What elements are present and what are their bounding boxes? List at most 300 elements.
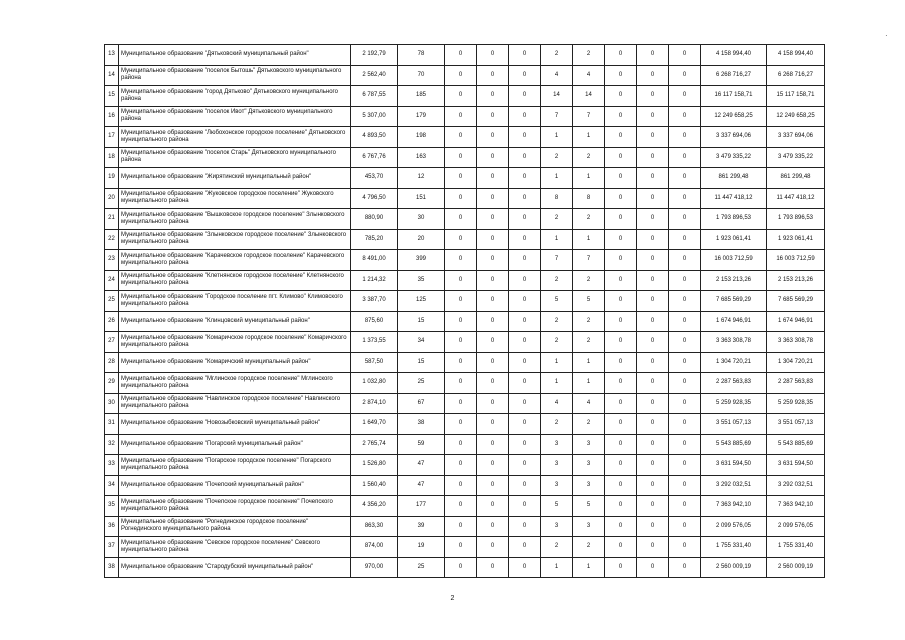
cell-c7: 0	[637, 455, 669, 476]
cell-c5: 4	[573, 65, 605, 86]
cell-name: Муниципальное образование "Рогнединское городское поселение" Рогнединского муниципального района	[119, 516, 351, 537]
cell-c4: 3	[541, 455, 573, 476]
cell-pop: 35	[398, 270, 445, 291]
table-row	[105, 352, 825, 373]
cell-sum1: 2 560 009,19	[701, 557, 767, 578]
cell-sum1: 3 479 335,22	[701, 147, 767, 168]
cell-c6: 0	[605, 352, 637, 373]
cell-pop: 19	[398, 537, 445, 558]
cell-c8: 0	[669, 147, 701, 168]
cell-c5: 2	[573, 414, 605, 435]
cell-c1: 0	[445, 229, 477, 250]
cell-c7: 0	[637, 434, 669, 455]
cell-sum1: 3 551 057,13	[701, 414, 767, 435]
cell-c1: 0	[445, 86, 477, 107]
cell-sum2: 1 304 720,21	[767, 352, 825, 373]
cell-c1: 0	[445, 209, 477, 230]
cell-c7: 0	[637, 127, 669, 148]
cell-c4: 7	[541, 250, 573, 271]
cell-c2: 0	[477, 291, 509, 312]
cell-c5: 1	[573, 557, 605, 578]
cell-name: Муниципальное образование "Навлинское городское поселение" Навлинского муниципального района	[119, 393, 351, 414]
cell-c5: 2	[573, 332, 605, 353]
cell-c5: 4	[573, 393, 605, 414]
cell-n: 20	[105, 188, 119, 209]
cell-c4: 1	[541, 557, 573, 578]
cell-c7: 0	[637, 209, 669, 230]
cell-pop: 15	[398, 352, 445, 373]
cell-sum2: 1 793 896,53	[767, 209, 825, 230]
cell-c3: 0	[509, 352, 541, 373]
cell-pop: 67	[398, 393, 445, 414]
cell-sum2: 5 543 885,69	[767, 434, 825, 455]
cell-pop: 38	[398, 414, 445, 435]
cell-c5: 3	[573, 516, 605, 537]
table-row	[105, 65, 825, 86]
cell-c4: 3	[541, 516, 573, 537]
cell-sum2: 5 259 928,35	[767, 393, 825, 414]
cell-pop: 15	[398, 311, 445, 332]
cell-c1: 0	[445, 332, 477, 353]
table-row	[105, 373, 825, 394]
cell-name: Муниципальное образование "Почепское городское поселение" Почепского муниципального района	[119, 496, 351, 517]
cell-pop: 59	[398, 434, 445, 455]
cell-c7: 0	[637, 168, 669, 189]
cell-c7: 0	[637, 188, 669, 209]
cell-c3: 0	[509, 65, 541, 86]
table-row	[105, 291, 825, 312]
table-row	[105, 270, 825, 291]
cell-area: 8 491,00	[351, 250, 398, 271]
cell-sum2: 7 363 942,10	[767, 496, 825, 517]
cell-sum2: 1 923 061,41	[767, 229, 825, 250]
cell-name: Муниципальное образование "Вышковское городское поселение" Злынковского муниципального района	[119, 209, 351, 230]
cell-name: Муниципальное образование "Жуковское городское поселение" Жуковского муниципального района	[119, 188, 351, 209]
cell-c4: 2	[541, 414, 573, 435]
cell-c8: 0	[669, 270, 701, 291]
cell-c8: 0	[669, 250, 701, 271]
cell-n: 36	[105, 516, 119, 537]
cell-c2: 0	[477, 373, 509, 394]
cell-sum2: 3 551 057,13	[767, 414, 825, 435]
cell-c2: 0	[477, 229, 509, 250]
cell-c1: 0	[445, 250, 477, 271]
cell-c8: 0	[669, 188, 701, 209]
cell-name: Муниципальное образование "Погарский муниципальный район"	[119, 434, 351, 455]
cell-c2: 0	[477, 332, 509, 353]
cell-c3: 0	[509, 250, 541, 271]
cell-n: 30	[105, 393, 119, 414]
cell-pop: 125	[398, 291, 445, 312]
cell-area: 453,70	[351, 168, 398, 189]
cell-c4: 1	[541, 373, 573, 394]
cell-c7: 0	[637, 229, 669, 250]
cell-c1: 0	[445, 311, 477, 332]
cell-n: 23	[105, 250, 119, 271]
cell-c5: 1	[573, 373, 605, 394]
cell-c5: 7	[573, 250, 605, 271]
cell-c2: 0	[477, 45, 509, 66]
cell-c2: 0	[477, 106, 509, 127]
cell-pop: 20	[398, 229, 445, 250]
cell-name: Муниципальное образование "Любохонское городское поселение" Дятьковского муниципального района	[119, 127, 351, 148]
cell-area: 785,20	[351, 229, 398, 250]
cell-c5: 7	[573, 106, 605, 127]
cell-n: 24	[105, 270, 119, 291]
cell-c6: 0	[605, 188, 637, 209]
cell-area: 2 874,10	[351, 393, 398, 414]
cell-c5: 2	[573, 209, 605, 230]
cell-c8: 0	[669, 106, 701, 127]
table-row	[105, 311, 825, 332]
cell-c2: 0	[477, 65, 509, 86]
cell-c3: 0	[509, 45, 541, 66]
cell-c2: 0	[477, 414, 509, 435]
cell-c3: 0	[509, 188, 541, 209]
table-row	[105, 209, 825, 230]
cell-pop: 198	[398, 127, 445, 148]
cell-c6: 0	[605, 147, 637, 168]
cell-c7: 0	[637, 45, 669, 66]
cell-c6: 0	[605, 434, 637, 455]
cell-c5: 1	[573, 229, 605, 250]
table-row	[105, 414, 825, 435]
cell-c1: 0	[445, 475, 477, 496]
cell-c1: 0	[445, 127, 477, 148]
cell-name: Муниципальное образование "Севское городское поселение" Севского муниципального района	[119, 537, 351, 558]
cell-c3: 0	[509, 147, 541, 168]
cell-c1: 0	[445, 352, 477, 373]
cell-area: 1 373,55	[351, 332, 398, 353]
cell-pop: 30	[398, 209, 445, 230]
cell-c5: 3	[573, 475, 605, 496]
cell-area: 1 649,70	[351, 414, 398, 435]
cell-area: 2 562,40	[351, 65, 398, 86]
cell-c7: 0	[637, 496, 669, 517]
cell-sum1: 1 674 946,91	[701, 311, 767, 332]
cell-c3: 0	[509, 291, 541, 312]
cell-n: 31	[105, 414, 119, 435]
cell-c6: 0	[605, 270, 637, 291]
cell-c6: 0	[605, 209, 637, 230]
cell-c8: 0	[669, 332, 701, 353]
cell-name: Муниципальное образование "Почепский муниципальный район"	[119, 475, 351, 496]
cell-c7: 0	[637, 250, 669, 271]
cell-area: 6 767,76	[351, 147, 398, 168]
cell-name: Муниципальное образование "Новозыбковский муниципальный район"	[119, 414, 351, 435]
cell-pop: 399	[398, 250, 445, 271]
cell-c7: 0	[637, 516, 669, 537]
cell-c3: 0	[509, 557, 541, 578]
cell-sum1: 7 363 942,10	[701, 496, 767, 517]
cell-c3: 0	[509, 496, 541, 517]
cell-c4: 2	[541, 45, 573, 66]
cell-c1: 0	[445, 557, 477, 578]
cell-n: 17	[105, 127, 119, 148]
cell-area: 1 214,32	[351, 270, 398, 291]
cell-n: 13	[105, 45, 119, 66]
cell-c4: 3	[541, 475, 573, 496]
cell-area: 5 307,00	[351, 106, 398, 127]
cell-sum2: 6 268 716,27	[767, 65, 825, 86]
cell-c2: 0	[477, 516, 509, 537]
cell-sum1: 12 249 658,25	[701, 106, 767, 127]
cell-name: Муниципальное образование "Комаричский муниципальный район"	[119, 352, 351, 373]
table-row	[105, 188, 825, 209]
cell-c1: 0	[445, 496, 477, 517]
cell-sum2: 3 479 335,22	[767, 147, 825, 168]
cell-c7: 0	[637, 475, 669, 496]
cell-pop: 34	[398, 332, 445, 353]
cell-sum2: 11 447 418,12	[767, 188, 825, 209]
cell-c4: 8	[541, 188, 573, 209]
cell-pop: 25	[398, 557, 445, 578]
cell-c3: 0	[509, 106, 541, 127]
table-row	[105, 516, 825, 537]
cell-c3: 0	[509, 270, 541, 291]
table-row	[105, 537, 825, 558]
cell-n: 22	[105, 229, 119, 250]
cell-n: 34	[105, 475, 119, 496]
table-row	[105, 127, 825, 148]
cell-c8: 0	[669, 209, 701, 230]
cell-c1: 0	[445, 45, 477, 66]
cell-name: Муниципальное образование "Погарское городское поселение" Погарского муниципального района	[119, 455, 351, 476]
cell-c1: 0	[445, 393, 477, 414]
cell-c4: 2	[541, 147, 573, 168]
cell-sum2: 3 363 308,78	[767, 332, 825, 353]
cell-sum2: 12 249 658,25	[767, 106, 825, 127]
cell-n: 29	[105, 373, 119, 394]
cell-c3: 0	[509, 455, 541, 476]
cell-c1: 0	[445, 455, 477, 476]
cell-c6: 0	[605, 557, 637, 578]
cell-c2: 0	[477, 537, 509, 558]
cell-name: Муниципальное образование "Мглинское городское поселение" Мглинского муниципального района	[119, 373, 351, 394]
cell-area: 587,50	[351, 352, 398, 373]
cell-c7: 0	[637, 373, 669, 394]
cell-sum1: 3 363 308,78	[701, 332, 767, 353]
cell-c3: 0	[509, 332, 541, 353]
cell-c6: 0	[605, 291, 637, 312]
cell-c2: 0	[477, 557, 509, 578]
cell-area: 863,30	[351, 516, 398, 537]
cell-c2: 0	[477, 147, 509, 168]
cell-sum1: 4 158 994,40	[701, 45, 767, 66]
cell-c7: 0	[637, 147, 669, 168]
cell-n: 18	[105, 147, 119, 168]
cell-c3: 0	[509, 434, 541, 455]
table-row	[105, 557, 825, 578]
cell-c5: 2	[573, 45, 605, 66]
cell-c4: 3	[541, 434, 573, 455]
cell-sum2: 3 631 594,50	[767, 455, 825, 476]
cell-c4: 2	[541, 270, 573, 291]
cell-sum1: 1 793 896,53	[701, 209, 767, 230]
table-row	[105, 475, 825, 496]
cell-c5: 3	[573, 455, 605, 476]
cell-sum2: 2 287 563,83	[767, 373, 825, 394]
cell-c1: 0	[445, 168, 477, 189]
cell-c6: 0	[605, 106, 637, 127]
cell-name: Муниципальное образование "Злынковское городское поселение" Злынковского муниципального района	[119, 229, 351, 250]
table-row	[105, 106, 825, 127]
cell-c1: 0	[445, 188, 477, 209]
cell-sum2: 7 685 569,29	[767, 291, 825, 312]
cell-c6: 0	[605, 537, 637, 558]
table-row	[105, 250, 825, 271]
cell-n: 19	[105, 168, 119, 189]
cell-pop: 177	[398, 496, 445, 517]
cell-c1: 0	[445, 516, 477, 537]
cell-c4: 1	[541, 127, 573, 148]
cell-c3: 0	[509, 373, 541, 394]
cell-c5: 2	[573, 147, 605, 168]
cell-area: 3 387,70	[351, 291, 398, 312]
table-row	[105, 86, 825, 107]
cell-c2: 0	[477, 168, 509, 189]
cell-c8: 0	[669, 168, 701, 189]
cell-c4: 1	[541, 229, 573, 250]
cell-c4: 2	[541, 209, 573, 230]
cell-area: 875,60	[351, 311, 398, 332]
cell-c2: 0	[477, 270, 509, 291]
cell-c4: 2	[541, 332, 573, 353]
cell-c4: 4	[541, 393, 573, 414]
cell-pop: 78	[398, 45, 445, 66]
cell-c7: 0	[637, 86, 669, 107]
cell-c7: 0	[637, 557, 669, 578]
cell-c5: 2	[573, 311, 605, 332]
table-row	[105, 229, 825, 250]
cell-c4: 5	[541, 496, 573, 517]
cell-c2: 0	[477, 434, 509, 455]
corner-mark: ·	[885, 31, 888, 40]
cell-c3: 0	[509, 414, 541, 435]
cell-area: 2 765,74	[351, 434, 398, 455]
cell-c7: 0	[637, 414, 669, 435]
cell-c6: 0	[605, 393, 637, 414]
cell-name: Муниципальное образование "поселок Старь" Дятьковского муниципального района	[119, 147, 351, 168]
cell-c6: 0	[605, 475, 637, 496]
cell-name: Муниципальное образование "поселок Ивот" Дятьковского муниципального района	[119, 106, 351, 127]
cell-c4: 5	[541, 291, 573, 312]
cell-sum2: 2 099 576,05	[767, 516, 825, 537]
cell-n: 21	[105, 209, 119, 230]
cell-c8: 0	[669, 373, 701, 394]
cell-pop: 25	[398, 373, 445, 394]
cell-c4: 2	[541, 311, 573, 332]
cell-sum1: 7 685 569,29	[701, 291, 767, 312]
cell-name: Муниципальное образование "Стародубский муниципальный район"	[119, 557, 351, 578]
cell-c3: 0	[509, 475, 541, 496]
cell-c1: 0	[445, 291, 477, 312]
cell-c1: 0	[445, 65, 477, 86]
cell-c1: 0	[445, 106, 477, 127]
cell-pop: 151	[398, 188, 445, 209]
cell-c5: 1	[573, 352, 605, 373]
cell-n: 15	[105, 86, 119, 107]
cell-sum1: 3 292 032,51	[701, 475, 767, 496]
cell-c5: 5	[573, 291, 605, 312]
cell-name: Муниципальное образование "Городское поселение пгт. Климово" Климовского муниципального района	[119, 291, 351, 312]
cell-c5: 8	[573, 188, 605, 209]
cell-c7: 0	[637, 291, 669, 312]
cell-c6: 0	[605, 250, 637, 271]
cell-c2: 0	[477, 475, 509, 496]
cell-n: 26	[105, 311, 119, 332]
cell-n: 37	[105, 537, 119, 558]
cell-c5: 1	[573, 127, 605, 148]
page-number: 2	[450, 595, 455, 602]
cell-n: 32	[105, 434, 119, 455]
cell-name: Муниципальное образование "поселок Бытошь" Дятьковского муниципального района	[119, 65, 351, 86]
cell-sum2: 861 299,48	[767, 168, 825, 189]
cell-c4: 4	[541, 65, 573, 86]
cell-pop: 12	[398, 168, 445, 189]
cell-area: 4 893,50	[351, 127, 398, 148]
cell-c3: 0	[509, 311, 541, 332]
cell-n: 27	[105, 332, 119, 353]
cell-c8: 0	[669, 291, 701, 312]
table-body	[105, 45, 825, 578]
cell-pop: 185	[398, 86, 445, 107]
table-row	[105, 434, 825, 455]
cell-sum2: 16 003 712,59	[767, 250, 825, 271]
cell-sum2: 1 755 331,40	[767, 537, 825, 558]
cell-pop: 70	[398, 65, 445, 86]
cell-c1: 0	[445, 537, 477, 558]
cell-c2: 0	[477, 127, 509, 148]
cell-c1: 0	[445, 373, 477, 394]
cell-c2: 0	[477, 188, 509, 209]
cell-sum2: 3 292 032,51	[767, 475, 825, 496]
cell-sum2: 3 337 694,06	[767, 127, 825, 148]
cell-c6: 0	[605, 496, 637, 517]
cell-c8: 0	[669, 229, 701, 250]
cell-name: Муниципальное образование "Клетнянское городское поселение" Клетнянского муниципального района	[119, 270, 351, 291]
cell-c1: 0	[445, 414, 477, 435]
cell-sum2: 2 153 213,26	[767, 270, 825, 291]
cell-c7: 0	[637, 65, 669, 86]
cell-area: 874,00	[351, 537, 398, 558]
cell-c6: 0	[605, 86, 637, 107]
cell-c8: 0	[669, 516, 701, 537]
cell-c8: 0	[669, 557, 701, 578]
table-row	[105, 147, 825, 168]
cell-sum1: 2 287 563,83	[701, 373, 767, 394]
cell-pop: 163	[398, 147, 445, 168]
cell-c3: 0	[509, 86, 541, 107]
cell-c7: 0	[637, 537, 669, 558]
cell-sum1: 11 447 418,12	[701, 188, 767, 209]
cell-area: 2 192,79	[351, 45, 398, 66]
cell-c3: 0	[509, 537, 541, 558]
cell-c6: 0	[605, 65, 637, 86]
table-row	[105, 496, 825, 517]
cell-c6: 0	[605, 168, 637, 189]
cell-c6: 0	[605, 414, 637, 435]
cell-n: 33	[105, 455, 119, 476]
cell-c3: 0	[509, 127, 541, 148]
cell-pop: 47	[398, 475, 445, 496]
cell-c4: 7	[541, 106, 573, 127]
cell-name: Муниципальное образование "Комаричское городское поселение" Комаричского муниципального района	[119, 332, 351, 353]
cell-c2: 0	[477, 393, 509, 414]
cell-c2: 0	[477, 209, 509, 230]
cell-sum1: 16 117 158,71	[701, 86, 767, 107]
cell-sum1: 2 099 576,05	[701, 516, 767, 537]
